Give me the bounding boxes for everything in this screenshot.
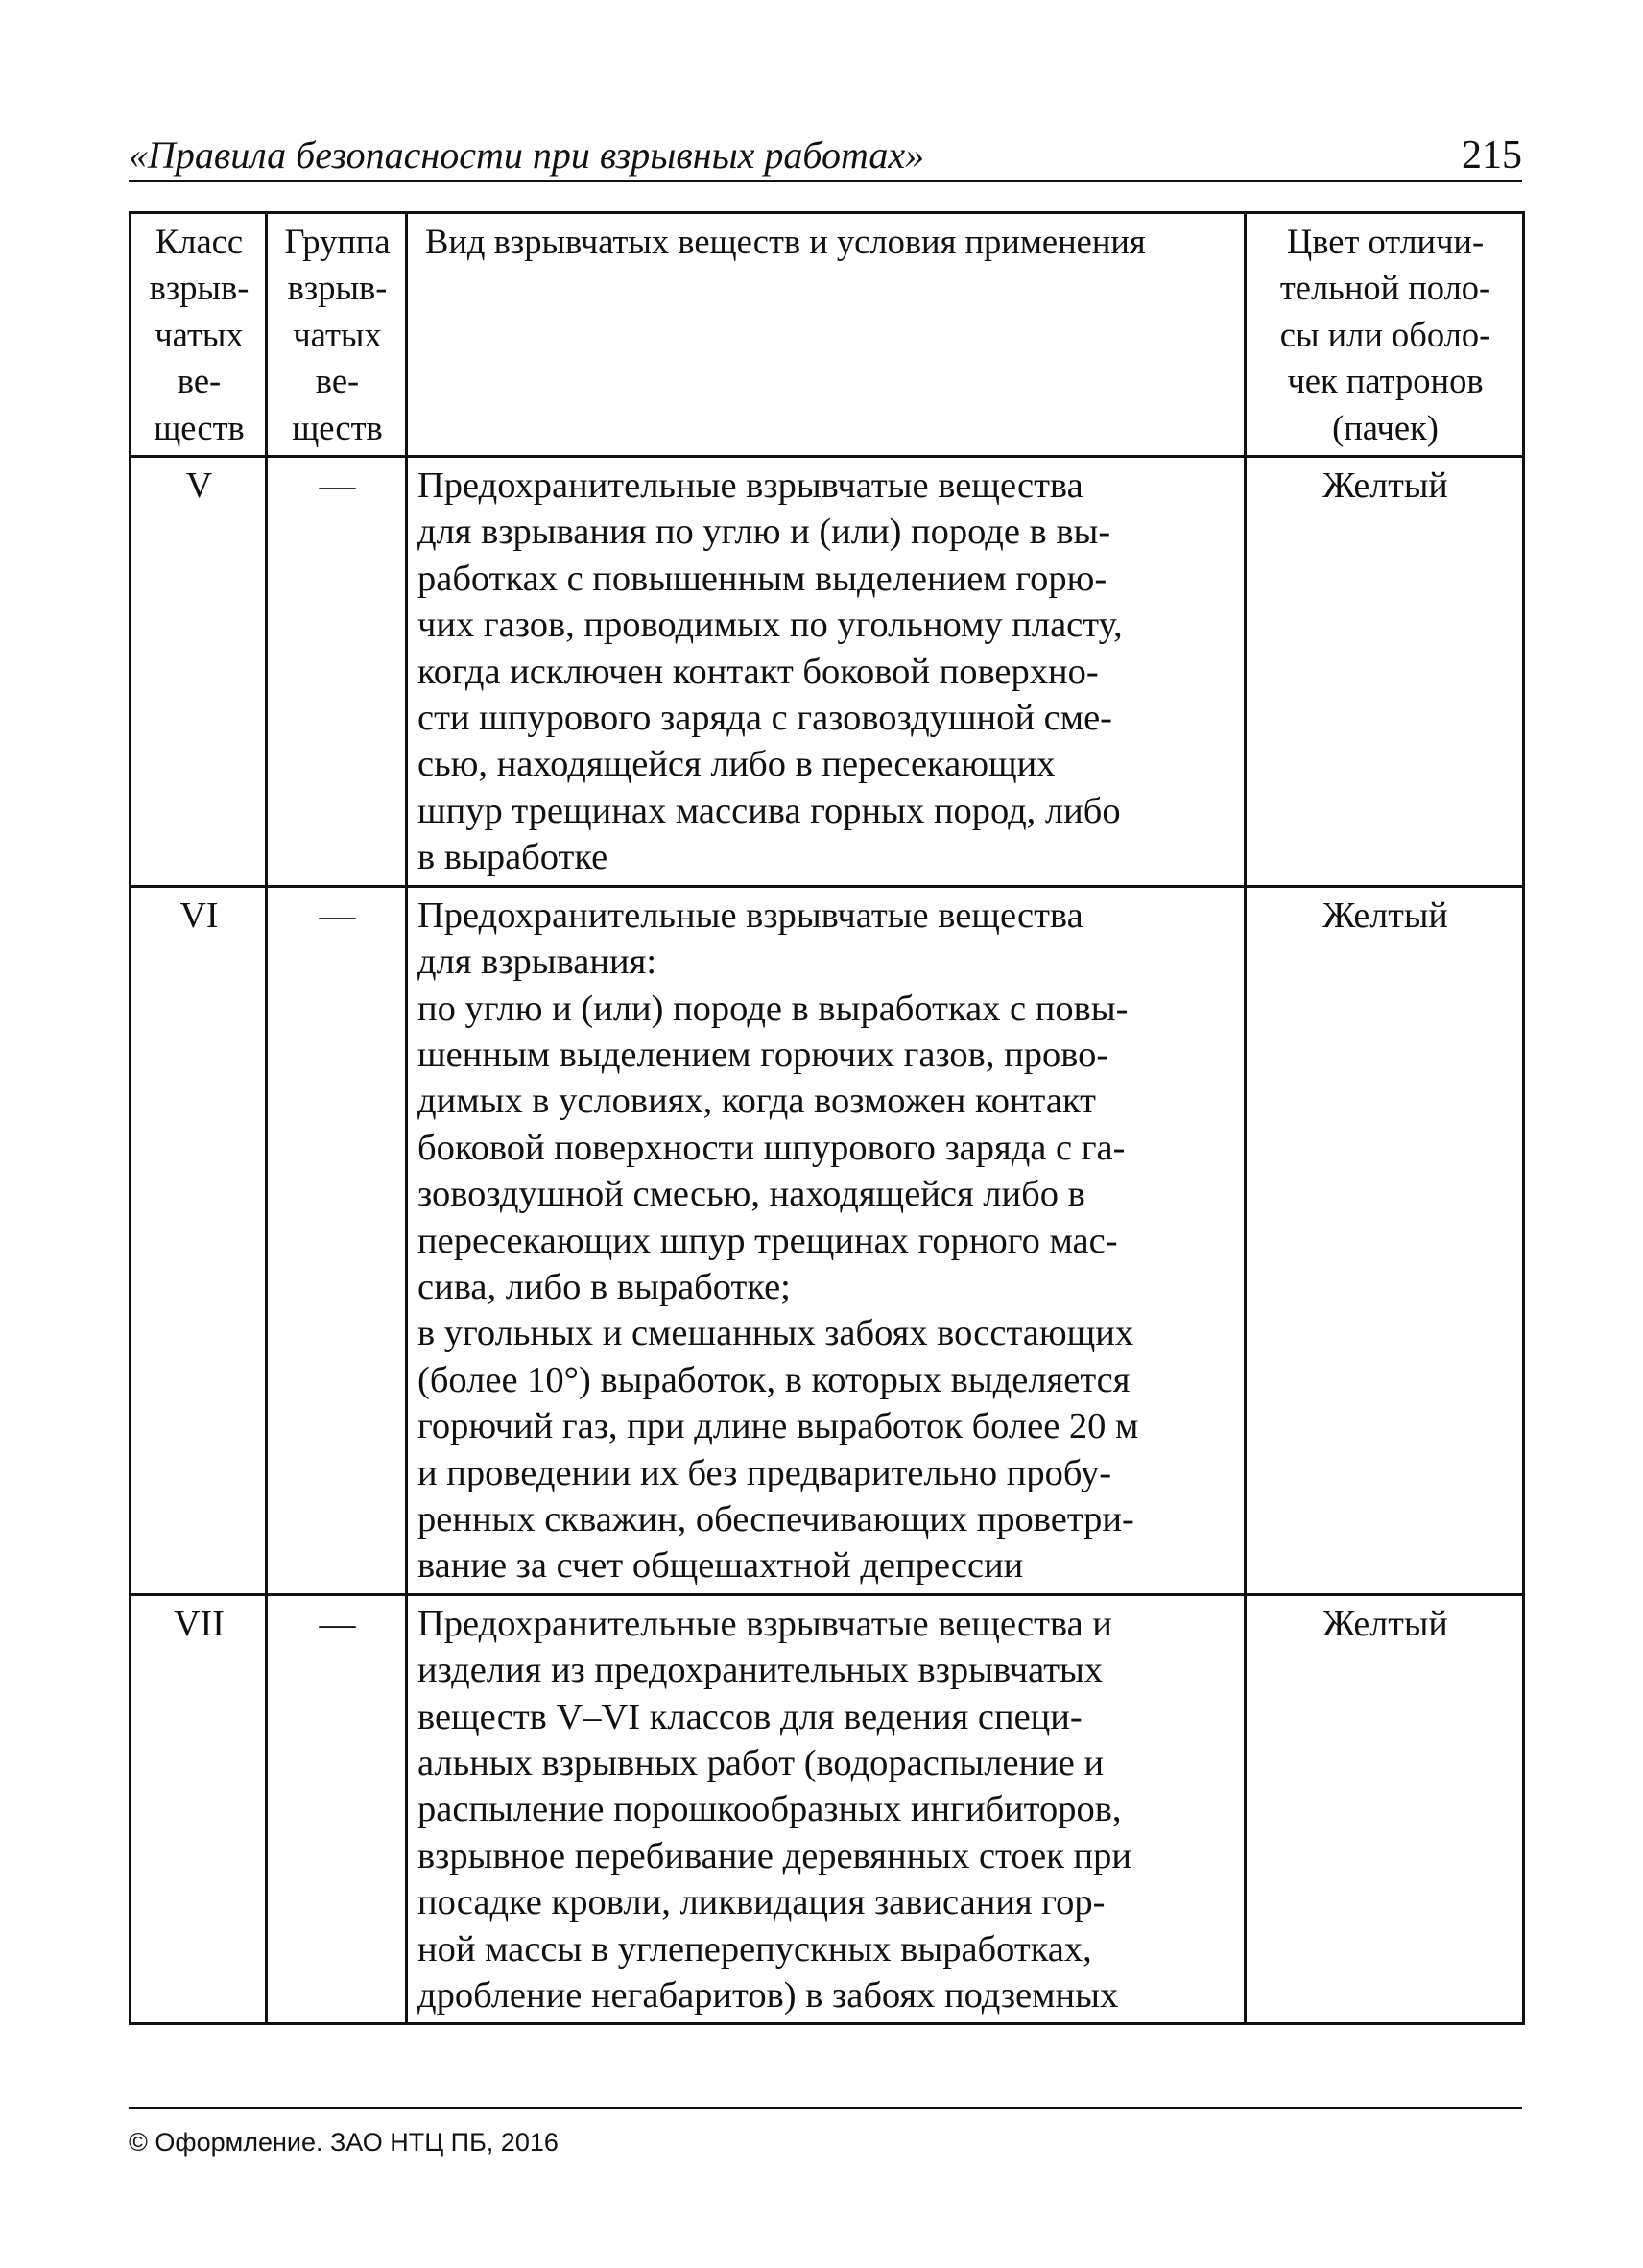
row-description-cell: Предохранительные взрывчатые вещества для взрывания: по углю и (или) породе в выработках с повы- шенным выделением горючих газов, прово- димых в условиях, когда возможен контакт боковой поверхности шпурового заряда с га- зовоздушной смесью, находящейся либо в пересекающих шпур трещинах горного мас- сива, либо в выработке; в угольных и смешанных забоях восстающих (более 10°) выработок, в которых выделяется горючий газ, при длине выработок более 20 м и проведении их без предварительно пробу- ренных скважин, обеспечивающих проветри- вание за счет общешахтной депрессии — [407, 886, 1246, 1594]
row-class-cell: VII — [131, 1594, 267, 2024]
row-description-cell: Предохранительные взрывчатые вещества для взрывания по углю и (или) породе в вы- работках с повышенным выделением горю- чих газов, проводимых по угольному пласту, когда исключен контакт боковой поверхно- сти шпурового заряда с газовоздушной сме- сью, находящейся либо в пересекающих шпур трещинах массива горных пород, либо в выработке — [407, 457, 1246, 887]
row-class-cell: V — [131, 457, 267, 887]
row-color-cell: Желтый — [1246, 457, 1524, 887]
row-description-cell: Предохранительные взрывчатые вещества и изделия из предохранительных взрывчатых веществ V–VI классов для ведения специ- альных взрывных работ (водораспыление и распыление порошкообразных ингибиторов, взрывное перебивание деревянных стоек при посадке кровли, ликвидация зависания гор- ной массы в углеперепускных выработках, дробление негабаритов) в забоях подземных — [407, 1594, 1246, 2024]
row-group-cell: — — [267, 457, 407, 887]
page-header — [129, 125, 1522, 182]
table-row — [131, 457, 1524, 887]
row-color-cell: Желтый — [1246, 1594, 1524, 2024]
copyright-footer: © Оформление. ЗАО НТЦ ПБ, 2016 — [129, 2128, 559, 2157]
column-header-group: Группа взрыв- чатых ве- ществ — [267, 213, 407, 457]
row-color-cell: Желтый — [1246, 886, 1524, 1594]
running-header-title: «Правила безопасности при взрывных работах» — [129, 133, 925, 177]
page-number: 215 — [1462, 133, 1522, 178]
header-divider — [129, 180, 1522, 182]
table-row — [131, 1594, 1524, 2024]
column-header-color: Цвет отличи- тельной поло- сы или оболо- чек патронов (пачек) — [1246, 213, 1524, 457]
footer-divider — [129, 2107, 1522, 2109]
table-header-row — [131, 213, 1524, 457]
column-header-description: Вид взрывчатых веществ и условия применения — [407, 213, 1246, 457]
row-group-cell: — — [267, 886, 407, 1594]
table-row — [131, 886, 1524, 1594]
row-group-cell: — — [267, 1594, 407, 2024]
explosives-classification-table — [129, 211, 1525, 2025]
column-header-class: Класс взрыв- чатых ве- ществ — [131, 213, 267, 457]
row-class-cell: VI — [131, 886, 267, 1594]
